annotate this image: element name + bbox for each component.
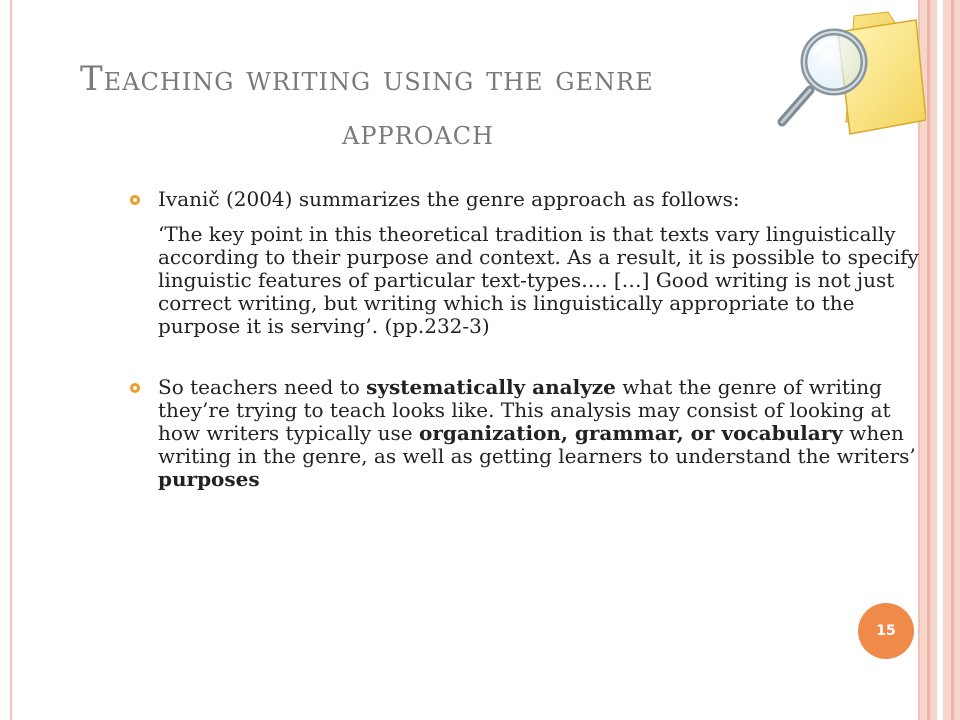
text-segment: So teachers need to [158, 375, 367, 399]
bullet-item [130, 376, 930, 491]
circle-bullet-icon [130, 195, 140, 205]
emphasis-text: organization, grammar, or vocabulary [418, 421, 843, 445]
bullet-text: Ivanič (2004) summarizes the genre approach as follows: [158, 187, 740, 211]
frame-left-border [10, 0, 12, 720]
title-line-2: approach [342, 113, 494, 153]
emphasis-text: systematically analyze [366, 375, 616, 399]
text-segment: what the genre of writing they’re trying to teach looks like. This analysis may consist of looking at how writers typically use [158, 375, 891, 445]
frame-stripe [937, 0, 943, 720]
slide-body [130, 188, 930, 491]
quote-text: ‘The key point in this theoretical tradition is that texts vary linguistically according to their purpose and context. As a result, it is possible to specify linguistic features of particular text-types…. […] Good writing is not just correct writing, but writing which is linguistically appropriate to the purpose it is serving’. (pp.232-3) [158, 222, 919, 338]
bullet-text [158, 376, 930, 491]
bullet-item [130, 188, 930, 338]
circle-bullet-icon [130, 383, 140, 393]
folder-magnifier-icon [776, 10, 926, 140]
title-line-1: Teaching writing using the genre [80, 59, 654, 99]
emphasis-text: purposes [158, 467, 260, 491]
frame-stripe [951, 0, 954, 720]
slide-title [80, 52, 840, 160]
page-number-badge: 15 [858, 603, 914, 659]
text-segment: when writing in the genre, as well as getting learners to understand the writers’ [158, 421, 916, 468]
